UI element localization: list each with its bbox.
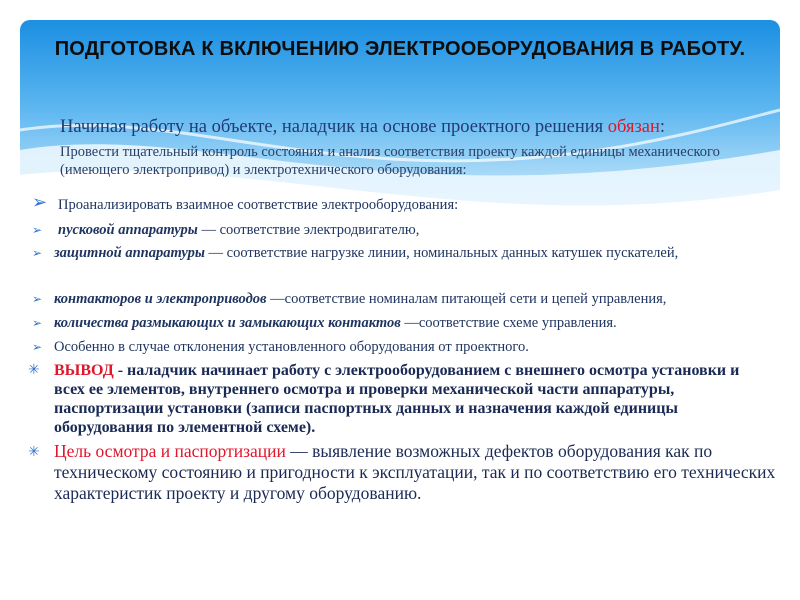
intro-line bbox=[60, 117, 665, 138]
list-item-text: контакторов и электроприводов —соответствие номиналам питающей сети и цепей управления, bbox=[54, 291, 667, 307]
goal-label: Цель осмотра и паспортизации bbox=[54, 441, 286, 461]
arrow-bullet-icon: ➢ bbox=[32, 340, 43, 354]
arrow-bullet-icon: ➢ bbox=[32, 316, 43, 330]
goal-paragraph bbox=[54, 441, 784, 504]
page-title: ПОДГОТОВКА К ВКЛЮЧЕНИЮ ЭЛЕКТРООБОРУДОВАНИЯ В РАБОТУ. bbox=[54, 38, 746, 60]
conclusion-text: - наладчик начинает работу с электрооборудованием с внешнего осмотра установки и всех ее элементов, внутреннего осмотра и проверки механической части аппаратуры, паспортизации установки (записи паспортных данных и назначения каждой единицы оборудования по элементной схеме). bbox=[54, 362, 740, 436]
sub-paragraph: Провести тщательный контроль состояния и анализ соответствия проекту каждой единицы механического (имеющего электропривод) и электротехнического оборудования: bbox=[60, 144, 720, 178]
arrow-bullet-icon: ➢ bbox=[32, 223, 43, 237]
conclusion-label: ВЫВОД bbox=[54, 362, 114, 379]
list-item-text: количества размыкающих и замыкающих контактов —соответствие схеме управления. bbox=[54, 315, 617, 331]
list-item-text: защитной аппаратуры — соответствие нагрузке линии, номинальных данных катушек пускателей, bbox=[54, 245, 679, 261]
list-item-text: пусковой аппаратуры — соответствие электродвигателю, bbox=[58, 222, 420, 238]
arrow-bullet-icon: ➢ bbox=[32, 246, 43, 260]
goal-text: — выявление возможных дефектов оборудования как по техническому состоянию и пригодности к эксплуатации, так и по соответствию его технических характеристик проекту и другому оборудованию. bbox=[54, 441, 776, 503]
arrow-bullet-icon: ➢ bbox=[32, 192, 48, 213]
intro-obligation: обязан bbox=[607, 117, 660, 137]
arrow-bullet-icon: ➢ bbox=[32, 292, 43, 306]
list-item-text: Проанализировать взаимное соответствие электрооборудования: bbox=[58, 197, 459, 213]
intro-tail: : bbox=[659, 117, 666, 137]
star-bullet-icon: ✳ bbox=[28, 362, 40, 378]
intro-text: Начиная работу на объекте, наладчик на основе проектного решения bbox=[60, 117, 608, 137]
conclusion-paragraph bbox=[54, 361, 764, 437]
list-item-text: Особенно в случае отклонения установленного оборудования от проектного. bbox=[54, 339, 529, 355]
star-bullet-icon: ✳ bbox=[28, 444, 40, 460]
